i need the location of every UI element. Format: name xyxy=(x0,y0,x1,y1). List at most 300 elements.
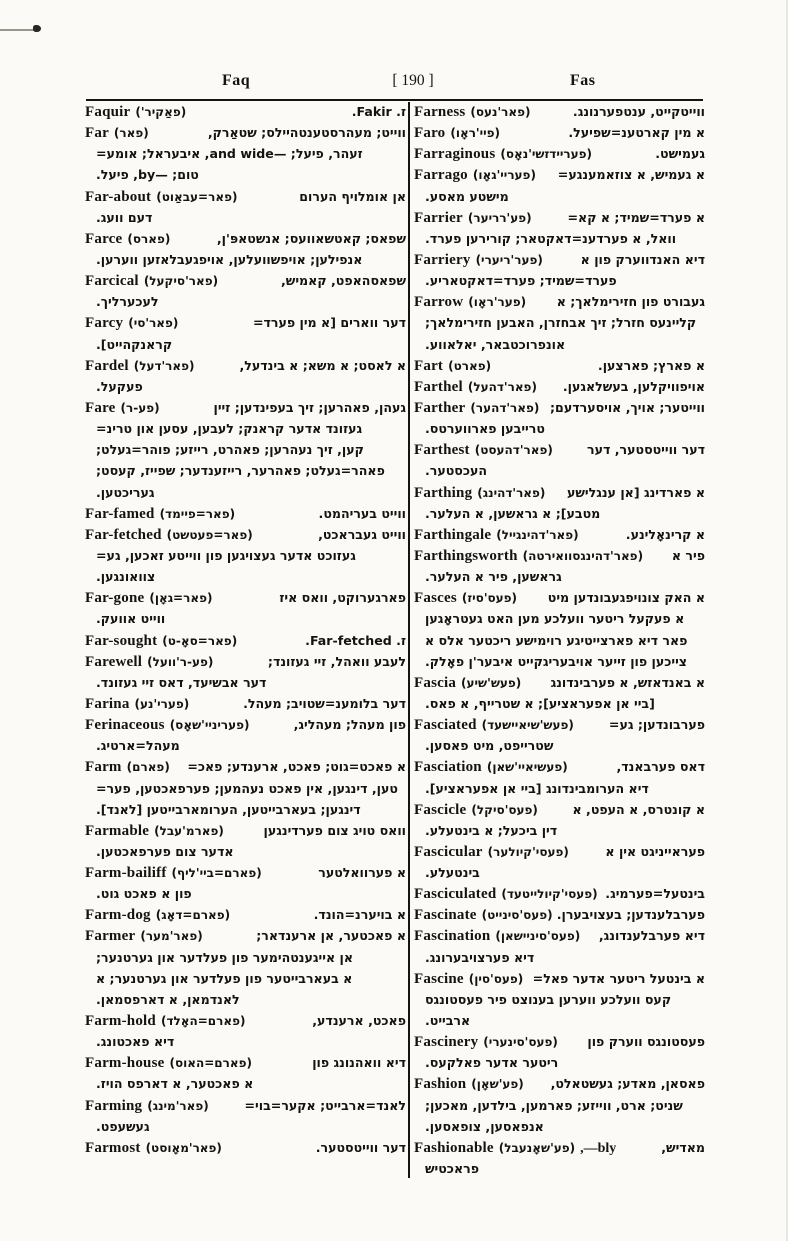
entry-line xyxy=(414,146,705,167)
entry-transliteration: (פעסי'קיולייטעד) xyxy=(501,887,598,902)
entry-gloss: געזוכט אדער געצויגען פון ווייטע זאכען, גע= xyxy=(96,547,356,563)
entry-gloss: אנפאסען, צופאסען. xyxy=(425,1118,544,1134)
entry-line xyxy=(85,1098,406,1119)
entry-transliteration: (פאר) xyxy=(113,126,149,141)
entry-line xyxy=(414,358,705,379)
entry-line xyxy=(414,759,705,780)
entry-headword: Fashion xyxy=(414,1076,467,1093)
entry-transliteration: (פאר'דעל) xyxy=(133,358,195,373)
entry-line xyxy=(414,125,705,146)
headword-group xyxy=(85,717,249,734)
entry-gloss: קען, זיך נעהרען; פאהרט, רייזע; פוהר=געלט; xyxy=(96,442,364,458)
headword-group xyxy=(85,400,160,417)
headword-group xyxy=(414,675,521,692)
entry-gloss: צוואונגען. xyxy=(96,569,156,585)
gloss-continuation-line xyxy=(414,315,705,336)
entry-line xyxy=(414,400,705,421)
entry-transliteration: (פאר=סאָ-ט) xyxy=(162,633,238,648)
gloss-continuation-line xyxy=(85,569,406,590)
entry-headword: Farewell xyxy=(85,653,143,670)
entry-transliteration: (פעס'סיקל) xyxy=(471,802,538,817)
entry-transliteration: (פאר'דהינגייל) xyxy=(496,527,579,542)
entry-gloss: פאהר=געלט; פאהרער, רייזענדער; שפייז, קעסט; xyxy=(96,463,385,479)
headword-group xyxy=(414,252,543,269)
headword-group xyxy=(414,1034,558,1051)
entry-gloss: פערבונדען; גע= xyxy=(608,717,705,733)
gloss-continuation-line xyxy=(85,146,406,167)
entry-gloss: דיא פערצויבערונג. xyxy=(425,949,535,965)
gloss-continuation-line xyxy=(414,189,705,210)
entry-headword: Fart xyxy=(414,357,444,374)
entry-gloss: דאס פערבאנד, xyxy=(616,759,705,775)
gloss-continuation-line xyxy=(414,421,705,442)
right-column xyxy=(414,104,705,1182)
entry-gloss: לאנדמאן, א דארפסמאן. xyxy=(96,991,240,1007)
entry-gloss: ווייט אוועק. xyxy=(96,611,166,627)
entry-gloss: לאנד=ארבייט; אקער=בוי= xyxy=(244,1097,406,1113)
entry-headword: Fascinate xyxy=(414,907,477,924)
entry-headword: Farthel xyxy=(414,378,463,395)
entry-gloss: מאדיש, xyxy=(661,1139,705,1155)
entry-headword: Far-fetched xyxy=(85,526,162,543)
entry-gloss: א קונטרס, א העפט, א xyxy=(572,801,705,817)
gloss-continuation-line xyxy=(414,1098,705,1119)
gloss-continuation-line xyxy=(85,844,406,865)
entry-gloss: צייכען פון זייער אויבעריגקייט איבער'ן פאָלק. xyxy=(425,653,688,669)
entry-headword: Farm-bailiff xyxy=(85,865,167,882)
entry-headword: Far xyxy=(85,125,109,142)
entry-gloss: ווייט בעריהמט. xyxy=(318,505,406,521)
entry-gloss: פארגערוקט, וואס איז xyxy=(279,590,406,606)
entry-headword: Farina xyxy=(85,695,130,712)
entry-line xyxy=(414,886,705,907)
headword-group xyxy=(414,971,523,988)
entry-gloss: דינגען; בעארבייטען, הערומארבייטען [לאנד]. xyxy=(96,801,361,817)
entry-line xyxy=(414,1140,705,1161)
entry-headword: Fashionable xyxy=(414,1139,494,1156)
entry-gloss: וואס טויג צום פערדינגען xyxy=(263,822,406,838)
running-header xyxy=(0,72,788,94)
headword-group xyxy=(414,844,569,861)
entry-transliteration: (פעריי'גאָו) xyxy=(472,168,536,183)
entry-gloss: ווייט געבראכט, xyxy=(318,526,406,542)
entry-gloss: דער בלומענ=שטויב; מעהל. xyxy=(243,695,406,711)
entry-line xyxy=(85,189,406,210)
gloss-continuation-line xyxy=(414,231,705,252)
gloss-continuation-line xyxy=(414,569,705,590)
entry-gloss: פאר דיא פארצייטיגע רוימישע ריכטער אלס א xyxy=(425,632,688,648)
entry-gloss: א פערד=שמיד; א קא= xyxy=(567,209,705,225)
entry-headword: Farthing xyxy=(414,484,473,501)
headword-group xyxy=(85,104,186,121)
gloss-continuation-line xyxy=(85,971,406,992)
entry-gloss: בינטעלע. xyxy=(425,865,480,881)
entry-gloss: קעס וועלכע ווערען בענוצט פיר פעסטונגס xyxy=(425,991,672,1007)
entry-headword: Farce xyxy=(85,230,123,247)
headword-group xyxy=(414,928,580,945)
headword-group xyxy=(85,1013,246,1030)
gloss-continuation-line xyxy=(85,337,406,358)
headword-group xyxy=(85,189,237,206)
entry-line xyxy=(414,1034,705,1055)
guide-word-right: Fas xyxy=(570,72,596,89)
gloss-continuation-line xyxy=(414,696,705,717)
entry-gloss: דעם וועג. xyxy=(96,209,153,225)
entry-line xyxy=(414,717,705,738)
gloss-continuation-line xyxy=(85,294,406,315)
entry-suffix-form: ,—bly xyxy=(580,1140,617,1156)
gloss-continuation-line xyxy=(85,210,406,231)
gloss-continuation-line xyxy=(85,738,406,759)
headword-group xyxy=(414,210,532,227)
entry-transliteration: (פער'ראָו) xyxy=(468,295,527,310)
entry-transliteration: (פעס'סין) xyxy=(468,971,524,986)
entry-gloss: טרייבען פארווערטס. xyxy=(425,421,545,437)
headword-group xyxy=(414,379,537,396)
entry-headword: Farm-dog xyxy=(85,907,151,924)
gloss-continuation-line xyxy=(85,442,406,463)
gloss-continuation-line xyxy=(85,950,406,971)
entry-gloss: געזונד אדער קראנק; לעבען, עסען און טרינ= xyxy=(96,421,363,437)
entry-gloss: א בינטעל ריטער אדער פאל= xyxy=(532,970,705,986)
entry-transliteration: (פארמ'עבל) xyxy=(154,823,224,838)
entry-line xyxy=(414,907,705,928)
entry-headword: Farcical xyxy=(85,273,139,290)
gloss-continuation-line xyxy=(414,1161,705,1182)
headword-group xyxy=(414,442,553,459)
entry-gloss: וואל, א פערדענ=דאקטאר; קורירען פערד. xyxy=(425,230,677,246)
entry-gloss: טום; —by, פיעל. xyxy=(96,167,199,183)
entry-transliteration: (פארם=ביי'ליף) xyxy=(171,866,262,881)
entry-gloss: מישטע מאסע. xyxy=(425,188,509,204)
entry-line xyxy=(414,294,705,315)
entry-gloss: דיא האנדווערק פון א xyxy=(580,251,705,267)
headword-group xyxy=(85,231,170,248)
gloss-continuation-line xyxy=(85,485,406,506)
gloss-continuation-line xyxy=(414,463,705,484)
entry-transliteration: (פעסי'קיולער) xyxy=(487,844,569,859)
entry-gloss: געשעפט. xyxy=(96,1118,150,1134)
entry-headword: Fascinery xyxy=(414,1034,479,1051)
entry-gloss: דער אבשיעד, דאס זיי געזונד. xyxy=(96,674,267,690)
entry-transliteration: (פערי'נע) xyxy=(134,696,190,711)
headword-group xyxy=(414,1076,524,1093)
entry-line xyxy=(85,1055,406,1076)
entry-headword: Fasciation xyxy=(414,759,482,776)
headword-group xyxy=(414,886,598,903)
entry-transliteration: (פאר'מאָוסט) xyxy=(145,1140,222,1155)
entry-gloss: אויפוויקלען, בעשלאגען. xyxy=(562,378,705,394)
ink-blot-artifact xyxy=(33,25,41,32)
entry-gloss: קראנקהייט]. xyxy=(96,336,173,352)
gloss-continuation-line xyxy=(414,1119,705,1140)
entry-gloss: ארבייט. xyxy=(425,1013,471,1029)
gloss-continuation-line xyxy=(414,1013,705,1034)
gloss-continuation-line xyxy=(85,548,406,569)
entry-transliteration: (פעש'שיע) xyxy=(461,675,522,690)
entry-headword: Far-sought xyxy=(85,632,158,649)
entry-transliteration: (פאַקיר') xyxy=(135,105,187,119)
entry-headword: Fasciated xyxy=(414,717,477,734)
headword-group xyxy=(85,696,189,713)
entry-gloss: פערבלענדען; בעצויבערן. xyxy=(556,907,705,923)
entry-gloss: דין ביכעל; א בינטעלע. xyxy=(425,822,558,838)
entry-gloss: ז. Far-fetched. xyxy=(305,632,406,648)
entry-line xyxy=(85,865,406,886)
entry-headword: Farrago xyxy=(414,167,468,184)
gloss-continuation-line xyxy=(414,865,705,886)
entry-gloss: ווייטער; אויך, אויסערדעם; xyxy=(550,399,705,415)
entry-headword: Farrier xyxy=(414,209,463,226)
gloss-continuation-line xyxy=(85,252,406,273)
entry-gloss: א לאסט; א משא; א בינדעל, xyxy=(239,357,406,373)
entry-headword: Far-gone xyxy=(85,590,145,607)
entry-transliteration: (פע'שאָנעבל) xyxy=(498,1140,576,1155)
entry-headword: Fardel xyxy=(85,357,129,374)
entry-transliteration: (פארס) xyxy=(127,231,171,246)
gloss-continuation-line xyxy=(85,781,406,802)
entry-gloss: דיא וואהנונג פון xyxy=(312,1055,406,1071)
entry-headword: Far-famed xyxy=(85,505,155,522)
entry-gloss: א געמיש, א צוזאמענגע= xyxy=(557,167,705,183)
headword-group xyxy=(414,527,579,544)
headword-group xyxy=(85,273,218,290)
headword-group xyxy=(414,485,545,502)
entry-gloss: אדער צום פערפאכטען. xyxy=(96,843,234,859)
entry-transliteration: (פאר=עבאַוט) xyxy=(156,189,238,204)
gloss-continuation-line xyxy=(85,379,406,400)
entry-gloss: בינטעל=פערמיג. xyxy=(605,886,705,902)
entry-line xyxy=(85,633,406,654)
entry-line xyxy=(85,590,406,611)
headword-group xyxy=(414,125,500,142)
headword-group xyxy=(414,104,531,121)
entry-transliteration: (פעס'סינערי) xyxy=(483,1035,558,1050)
entry-gloss: דער ווייטסטער, דער xyxy=(587,442,705,458)
entry-gloss: שפאסהאפט, קאמיש, xyxy=(281,273,406,289)
entry-line xyxy=(414,1076,705,1097)
entry-transliteration: (פיי'ראָו) xyxy=(450,126,501,141)
entry-line xyxy=(414,167,705,188)
entry-headword: Farm-house xyxy=(85,1055,165,1072)
entry-headword: Farraginous xyxy=(414,146,496,163)
entry-transliteration: (פעשיאיי'שאן) xyxy=(486,760,568,775)
entry-gloss: ווייטקייט, ענטפערנונג. xyxy=(572,104,705,119)
entry-headword: Farm xyxy=(85,759,122,776)
entry-gloss: געמישט. xyxy=(655,146,705,162)
entry-transliteration: (פעס'סיניישאן) xyxy=(495,929,581,944)
entry-line xyxy=(414,802,705,823)
entry-gloss: א פאכטער, אן ארענדאר; xyxy=(256,928,406,944)
headword-group xyxy=(414,590,517,607)
entry-gloss: א פערוואלטער xyxy=(318,865,406,881)
entry-line xyxy=(414,210,705,231)
entry-transliteration: (פאר'סי) xyxy=(128,316,179,331)
entry-gloss: א פארדינג [אן ענגלישע xyxy=(566,484,705,500)
entry-headword: Farness xyxy=(414,104,466,120)
gloss-continuation-line xyxy=(85,802,406,823)
gloss-continuation-line xyxy=(85,167,406,188)
entry-headword: Faro xyxy=(414,125,446,142)
entry-line xyxy=(414,379,705,400)
entry-transliteration: (פארם=האָלד) xyxy=(160,1014,246,1029)
entry-line xyxy=(85,231,406,252)
entry-line xyxy=(85,928,406,949)
entry-headword: Farm-hold xyxy=(85,1013,156,1030)
column-divider-rule xyxy=(408,102,410,1178)
gloss-continuation-line xyxy=(414,654,705,675)
left-column xyxy=(85,104,406,1161)
entry-gloss: געהן, פאהרען; זיך בעפינדען; זיין xyxy=(213,399,406,415)
entry-headword: Farcy xyxy=(85,315,124,332)
entry-gloss: א קרינאָלינע. xyxy=(625,526,705,542)
entry-transliteration: (פאר'נעס) xyxy=(470,105,531,119)
gloss-continuation-line xyxy=(85,421,406,442)
entry-gloss: א פאכטער, א דארפס הויז. xyxy=(96,1076,254,1092)
headword-group xyxy=(414,1140,616,1157)
entry-line xyxy=(85,1013,406,1034)
entry-line xyxy=(414,675,705,696)
entry-headword: Farmost xyxy=(85,1139,141,1156)
entry-transliteration: (פארם=דאָג) xyxy=(155,908,231,923)
entry-headword: Fascicular xyxy=(414,843,483,860)
entry-transliteration: (פארם=האוס) xyxy=(169,1056,252,1071)
entry-line xyxy=(414,527,705,548)
entry-line xyxy=(85,907,406,928)
entry-line xyxy=(85,400,406,421)
entry-headword: Far-about xyxy=(85,188,152,205)
entry-line xyxy=(85,315,406,336)
entry-headword: Fascine xyxy=(414,970,464,987)
entry-transliteration: (פע-ר) xyxy=(120,400,160,415)
entry-headword: Farriery xyxy=(414,251,471,268)
headword-group xyxy=(85,125,149,142)
gloss-continuation-line xyxy=(414,506,705,527)
entry-gloss: פיר א xyxy=(671,547,705,563)
entry-gloss: שטרייפט, מיט פאסען. xyxy=(425,738,554,754)
entry-gloss: דער ווייטסטער. xyxy=(315,1139,406,1155)
entry-line xyxy=(85,527,406,548)
headword-group xyxy=(85,633,237,650)
gloss-continuation-line xyxy=(85,611,406,632)
gloss-continuation-line xyxy=(414,337,705,358)
entry-gloss: אנפילען; אויפשוועלען, אויפגעבלאזען ווערען. xyxy=(96,251,363,267)
entry-headword: Fascination xyxy=(414,928,491,945)
entry-line xyxy=(414,971,705,992)
entry-headword: Fasciculated xyxy=(414,886,497,903)
entry-line xyxy=(414,928,705,949)
entry-headword: Farthingsworth xyxy=(414,547,518,564)
headword-group xyxy=(414,167,536,184)
entry-transliteration: (פאר=גאָן) xyxy=(149,591,213,606)
entry-transliteration: (פע'רריער) xyxy=(467,210,532,225)
entry-line xyxy=(85,104,406,125)
headword-group xyxy=(414,358,491,375)
entry-transliteration: (פאר'דהינגסוואירטה) xyxy=(522,548,644,563)
entry-gloss: פון מעהל; מעהליג, xyxy=(293,717,406,733)
entry-gloss: פון א פאכט גוט. xyxy=(96,886,192,902)
gloss-continuation-line xyxy=(414,633,705,654)
entry-headword: Fascicle xyxy=(414,801,467,818)
entry-gloss: געבורט פון חזירימלאך; א xyxy=(556,294,705,310)
entry-headword: Farmer xyxy=(85,928,136,945)
entry-line xyxy=(85,125,406,146)
entry-transliteration: (פאר=פיימד) xyxy=(159,506,236,521)
entry-transliteration: (פעריניי'שאָס) xyxy=(169,718,250,733)
entry-headword: Farthest xyxy=(414,442,470,459)
entry-line xyxy=(85,717,406,738)
entry-transliteration: (פעס'סינייט) xyxy=(481,908,553,923)
entry-gloss: א בויערנ=הונד. xyxy=(313,907,406,923)
entry-headword: Farming xyxy=(85,1097,143,1114)
entry-headword: Farthingale xyxy=(414,526,492,543)
headword-group xyxy=(414,294,526,311)
entry-headword: Faquir xyxy=(85,104,131,120)
entry-transliteration: (פאר=פעטשט) xyxy=(166,527,253,542)
entry-gloss: אונפרוכטבאר, יאלאווע. xyxy=(425,336,566,352)
entry-gloss: געריכטען. xyxy=(96,484,155,500)
gloss-continuation-line xyxy=(85,1119,406,1140)
entry-gloss: לעבע וואהל, זיי געזונד; xyxy=(267,653,406,669)
entry-line xyxy=(414,485,705,506)
headword-group xyxy=(85,527,253,544)
gloss-continuation-line xyxy=(414,950,705,971)
guide-word-left: Faq xyxy=(222,72,251,89)
gloss-continuation-line xyxy=(85,992,406,1013)
entry-headword: Farrow xyxy=(414,294,464,311)
entry-gloss: שפאס; קאטשאוועס; אנשטאפּ'ן, xyxy=(216,230,406,246)
headword-group xyxy=(414,146,592,163)
entry-gloss: לעכערליך. xyxy=(96,294,159,310)
headword-group xyxy=(414,802,538,819)
gloss-continuation-line xyxy=(414,738,705,759)
entry-gloss: דיא פערבלענדונג, xyxy=(598,928,705,944)
headword-group xyxy=(85,865,262,882)
entry-gloss: פעסטונגס ווערק פון xyxy=(587,1034,705,1050)
entry-headword: Fare xyxy=(85,399,116,416)
entry-transliteration: (פע-ר'וועל) xyxy=(147,654,214,669)
entry-gloss: [ביי אן אפעראציע]; א שטרייף, א פאס. xyxy=(425,695,655,711)
entry-transliteration: (פעש'שיאיישעד) xyxy=(481,718,574,733)
headword-group xyxy=(414,759,568,776)
entry-gloss: א האק צונויפגעבונדען מיט xyxy=(547,590,705,606)
gloss-continuation-line xyxy=(85,1034,406,1055)
gloss-continuation-line xyxy=(85,886,406,907)
entry-headword: Ferinaceous xyxy=(85,717,165,734)
entry-gloss: ז. Fakir. xyxy=(351,104,406,119)
headword-group xyxy=(85,590,212,607)
entry-headword: Fascia xyxy=(414,674,457,691)
entry-transliteration: (פאר'מינג) xyxy=(147,1098,209,1113)
gloss-continuation-line xyxy=(414,273,705,294)
entry-transliteration: (פאר'דהעסט) xyxy=(474,443,553,458)
entry-gloss: א בעארבייטער פון פעלדער און גערטנער; א xyxy=(96,970,353,986)
entry-gloss: אן אומלויף הערום xyxy=(299,188,406,204)
entry-headword: Fasces xyxy=(414,590,457,607)
entry-gloss: א באנדאזש, א פערבינדונג xyxy=(550,674,705,690)
entry-transliteration: (פע'שאָן) xyxy=(471,1077,524,1092)
entry-gloss: פאכט, ארענדע, xyxy=(312,1013,406,1029)
entry-line xyxy=(85,696,406,717)
entry-line xyxy=(85,506,406,527)
gloss-continuation-line xyxy=(414,992,705,1013)
gloss-continuation-line xyxy=(414,781,705,802)
entry-transliteration: (פער'ריערי) xyxy=(475,252,543,267)
entry-line xyxy=(414,252,705,273)
entry-transliteration: (פארם) xyxy=(126,760,170,775)
header-rule xyxy=(86,99,703,101)
headword-group xyxy=(85,1055,252,1072)
